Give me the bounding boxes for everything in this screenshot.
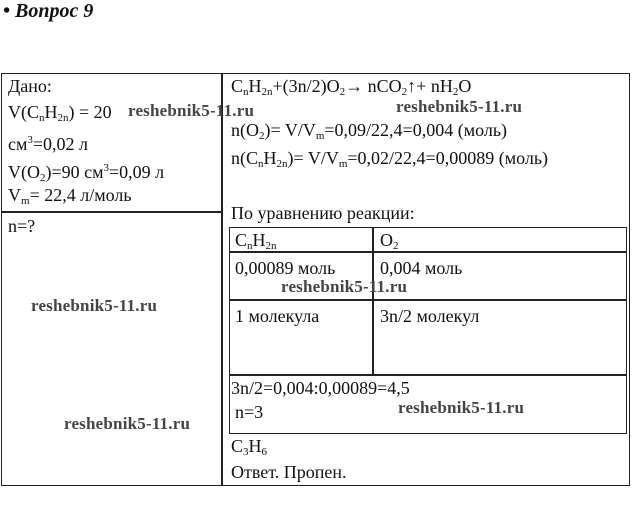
- watermark-text: reshebnik5-11.ru: [396, 97, 523, 116]
- calc-hydrocarbon-moles: $n(C_nH_{2n})= V/V_m=0,02/22,4=0,00089$ (моль): [231, 148, 549, 170]
- ratio-result-n: n=3: [235, 402, 264, 422]
- watermark-text: reshebnik5-11.ru: [281, 277, 408, 296]
- ratio-calculation: 3n/2=0,004:0,00089=4,5: [231, 378, 410, 398]
- given-molar-volume: $V_m= 22,4$ л/моль: [8, 185, 132, 207]
- answer-text: Ответ. Пропен.: [231, 462, 347, 482]
- ratio-table-row-divider: [229, 374, 627, 376]
- ratio-table-row-divider: [229, 251, 627, 253]
- given-find-divider: [1, 211, 222, 213]
- ratio-table-row-divider: [229, 299, 627, 301]
- watermark-text: reshebnik5-11.ru: [128, 101, 255, 120]
- ratio-table-molecules-hydrocarbon: 1 молекула: [235, 306, 320, 326]
- given-volume-oxygen: $V(O_2)=90$ $см^3=0,09$ л: [8, 162, 165, 184]
- reaction-equation: $C_nH_{2n}+(3n/2)O_2\to$ nCO$_2$↑+ $nH_2O$: [231, 76, 472, 98]
- find-label: n=?: [8, 216, 36, 236]
- ratio-table-header-hydrocarbon: $C_nH_{2n}$: [235, 230, 277, 252]
- watermark-text: reshebnik5-11.ru: [64, 414, 191, 433]
- formula-result: $C_3H_6$: [231, 436, 268, 458]
- given-volume-converted: $см^3=0,02$ л: [8, 134, 89, 154]
- ratio-table-moles-oxygen: 0,004 моль: [380, 258, 463, 278]
- ratio-table-column-divider: [372, 227, 374, 375]
- given-label: Дано:: [8, 76, 52, 96]
- ratio-table-molecules-oxygen: 3n/2 молекул: [380, 306, 480, 326]
- watermark-text: reshebnik5-11.ru: [398, 398, 525, 417]
- calc-oxygen-moles: $n(O_2)= V/V_m=0,09/22,4=0,004$ (моль): [231, 120, 508, 142]
- reaction-heading: По уравнению реакции:: [231, 203, 415, 223]
- watermark-text: reshebnik5-11.ru: [31, 296, 158, 315]
- ratio-table-moles-hydrocarbon: 0,00089 моль: [235, 258, 336, 278]
- given-volume-hydrocarbon: $V(C_nH_{2n}) = 20$: [8, 102, 112, 124]
- question-title: • Вопрос 9: [3, 0, 94, 22]
- ratio-table-header-oxygen: $O_2$: [380, 230, 399, 252]
- column-divider: [221, 73, 223, 486]
